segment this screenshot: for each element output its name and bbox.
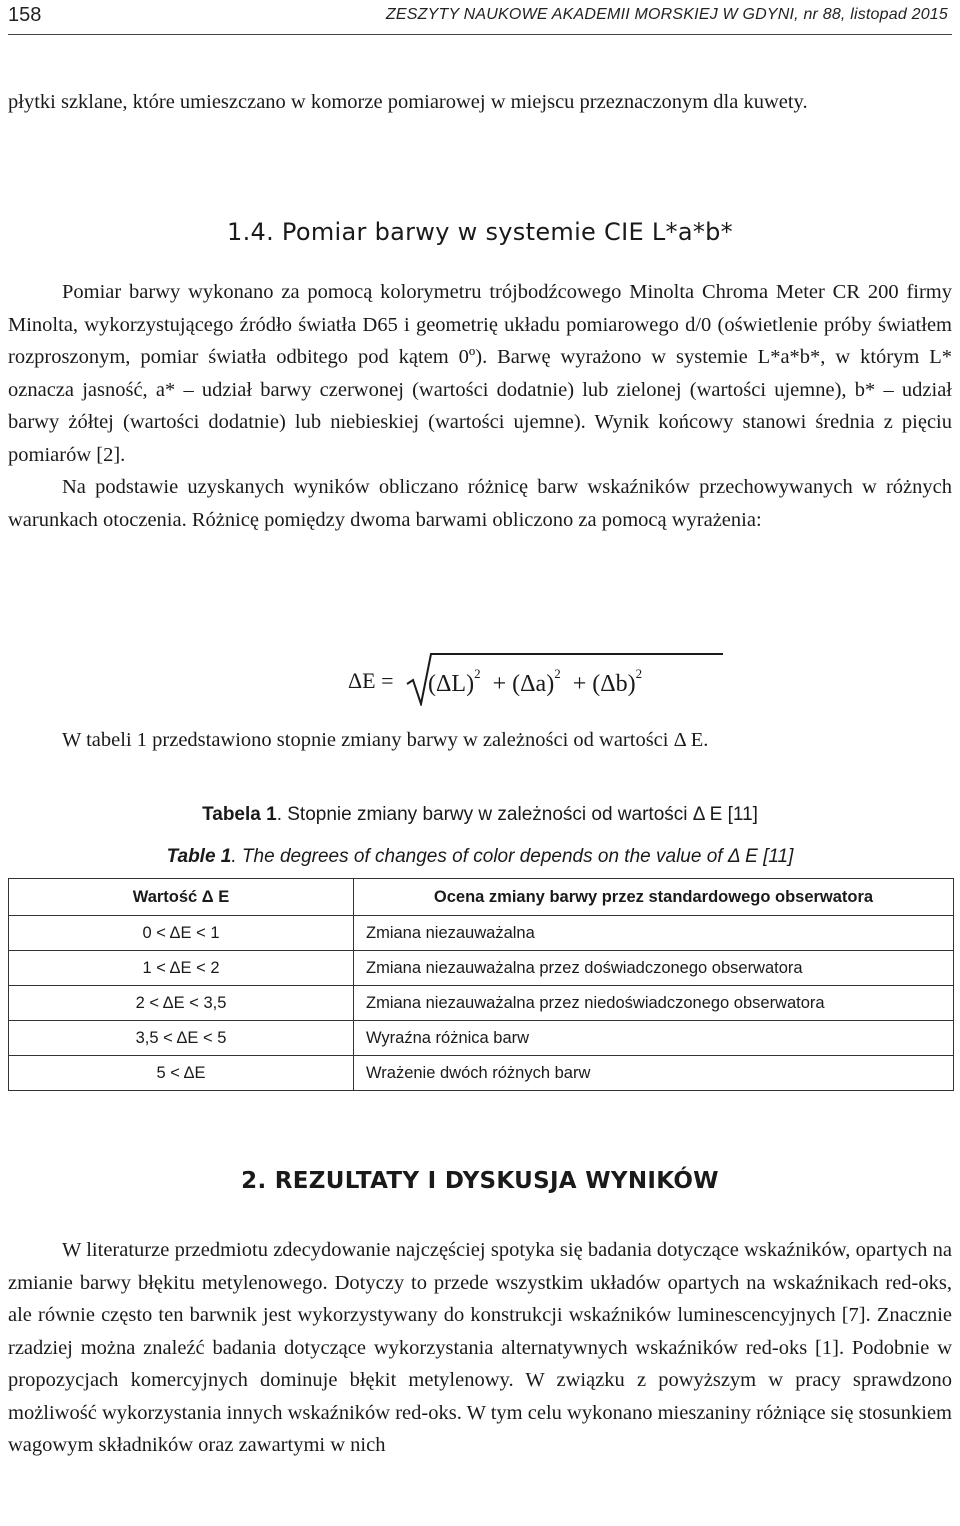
paragraph: W literaturze przedmiotu zdecydowanie najczęściej spotyka się badania dotyczące wskaźników, opartych na zmianie barwy błękitu metylenowego. Dotyczy to przede wszystkim układów opartych na wskaźnikach red-oks, ale równie często ten barwnik jest wykorzystywany do konstrukcji wskaźników luminescencyjnych [7]. Znacznie rzadziej można znaleźć badania dotyczące wykorzystania alternatywnych wskaźników red-oks [1]. Podobnie w propozycjach komercyjnych dominuje błękit metylenowy. W związku z powyższym w pracy sprawdzono możliwość wykorzystania innych wskaźników red-oks. W tym celu wykonano mieszaniny różniące się stosunkiem wagowym składników oraz zawartymi w nich <box>8 1239 952 1456</box>
table-cell: 3,5 < ΔE < 5 <box>9 1021 354 1056</box>
section-2-body <box>8 1234 952 1462</box>
table-cell: Wrażenie dwóch różnych barw <box>354 1056 954 1091</box>
formula-exponent: 2 <box>474 666 481 681</box>
table-cell: Wyraźna różnica barw <box>354 1021 954 1056</box>
table-cell: 1 < ΔE < 2 <box>9 951 354 986</box>
column-header: Wartość Δ E <box>9 879 354 916</box>
running-header <box>8 0 952 35</box>
table-row <box>9 951 954 986</box>
section-1-4-body <box>8 276 952 536</box>
page-number: 158 <box>8 4 42 26</box>
formula-exponent: 2 <box>635 666 643 681</box>
table-caption-en <box>0 846 960 868</box>
table-cell: Zmiana niezauważalna przez doświadczonego obserwatora <box>354 951 954 986</box>
intro-paragraph-block <box>8 86 952 119</box>
table-cell: 2 < ΔE < 3,5 <box>9 986 354 1021</box>
paragraph: W tabeli 1 przedstawiono stopnie zmiany barwy w zależności od wartości Δ E. <box>62 729 709 751</box>
table-cell: 5 < ΔE <box>9 1056 354 1091</box>
table-row <box>9 916 954 951</box>
paragraph: Pomiar barwy wykonano za pomocą kolorymetru trójbodźcowego Minolta Chroma Meter CR 200 firmy Minolta, wykorzystującego źródło światła D65 i geometrię układu pomiarowego d/0 (oświetlenie próby światłem rozproszonym, pomiar światła odbitego pod kątem 0º). Barwę wyrażono w systemie L*a*b*, w którym L* oznacza jasność, a* – udział barwy czerwonej (wartości dodatnie) lub zielonej (wartości ujemne), b* – udział barwy żółtej (wartości dodatnie) lub niebieskiej (wartości ujemne). Wynik końcowy stanowi średnia z pięciu pomiarów [2]. <box>8 281 952 466</box>
table-caption-pl-text: . Stopnie zmiany barwy w zależności od wartości Δ E [11] <box>276 804 758 825</box>
column-header: Ocena zmiany barwy przez standardowego obserwatora <box>354 879 954 916</box>
table-cell: 0 < ΔE < 1 <box>9 916 354 951</box>
table-row <box>9 1021 954 1056</box>
formula-term-b: (Δb) <box>592 671 636 697</box>
table-caption-en-text: . The degrees of changes of color depends on the value of Δ E [11] <box>231 846 794 867</box>
delta-e-formula <box>0 648 960 708</box>
table-intro-block <box>8 724 952 757</box>
intro-paragraph: płytki szklane, które umieszczano w komorze pomiarowej w miejscu przeznaczonym dla kuwety. <box>8 91 808 113</box>
formula-plus: + <box>492 671 507 697</box>
formula-radicand <box>428 666 642 698</box>
section-2-heading: 2. REZULTATY I DYSKUSJA WYNIKÓW <box>241 1168 719 1194</box>
journal-title: ZESZYTY NAUKOWE AKADEMII MORSKIEJ W GDYNI, nr 88, listopad 2015 <box>385 6 948 23</box>
table-caption-pl <box>0 804 960 826</box>
table-row <box>9 986 954 1021</box>
formula-term-a: (Δa) <box>512 671 555 697</box>
table-caption-pl-label: Tabela 1 <box>202 804 277 825</box>
color-change-table <box>8 878 954 1091</box>
paragraph: Na podstawie uzyskanych wyników obliczano różnicę barw wskaźników przechowywanych w różnych warunkach otoczenia. Różnicę pomiędzy dwoma barwami obliczono za pomocą wyrażenia: <box>8 476 952 531</box>
formula-lhs: ΔE = <box>348 668 394 693</box>
section-1-4-heading: 1.4. Pomiar barwy w systemie CIE L*a*b* <box>227 218 733 246</box>
table-row <box>9 1056 954 1091</box>
table-header-row <box>9 879 954 916</box>
formula-exponent: 2 <box>554 666 561 681</box>
formula-term-l: (ΔL) <box>428 671 475 697</box>
table-cell: Zmiana niezauważalna przez niedoświadczonego obserwatora <box>354 986 954 1021</box>
formula-plus: + <box>572 671 587 697</box>
table-cell: Zmiana niezauważalna <box>354 916 954 951</box>
table-caption-en-label: Table 1 <box>166 846 232 867</box>
